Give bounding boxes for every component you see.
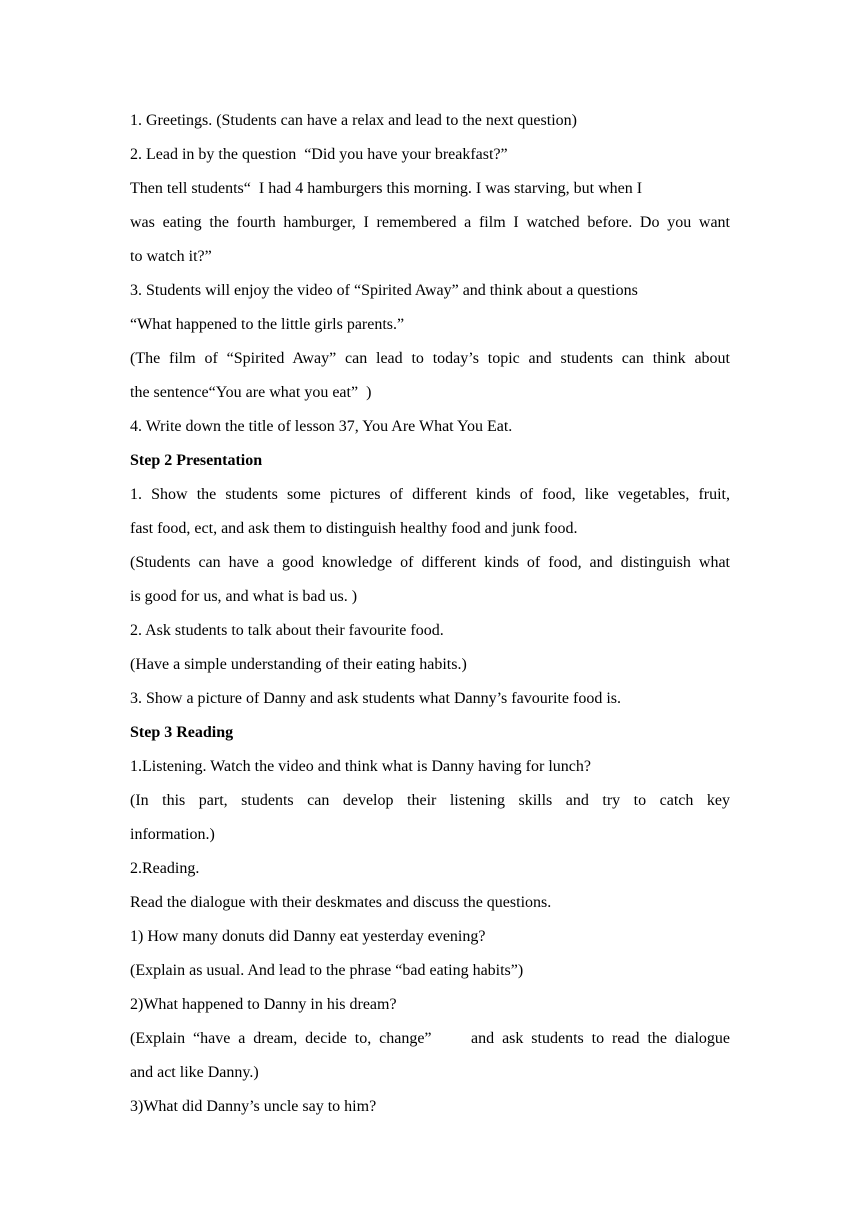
text-line: (Explain “have a dream, decide to, change” and ask students to read the dialogue [130, 1030, 730, 1047]
text-line: (Students can have a good knowledge of different kinds of food, and distinguish what [130, 554, 730, 571]
text-line: 2)What happened to Danny in his dream? [130, 996, 397, 1013]
text-line: Then tell students“ I had 4 hamburgers this morning. I was starving, but when I [130, 180, 643, 197]
text-line: the sentence“You are what you eat” ) [130, 384, 372, 401]
section-heading: Step 2 Presentation [130, 452, 263, 469]
text-line: “What happened to the little girls parents.” [130, 316, 405, 333]
text-line: 1. Greetings. (Students can have a relax and lead to the next question) [130, 112, 577, 129]
text-line: and act like Danny.) [130, 1064, 259, 1081]
text-line: (The film of “Spirited Away” can lead to today’s topic and students can think about [130, 350, 730, 367]
text-line: 3. Show a picture of Danny and ask students what Danny’s favourite food is. [130, 690, 622, 707]
section-heading: Step 3 Reading [130, 724, 234, 741]
text-line: Read the dialogue with their deskmates and discuss the questions. [130, 894, 552, 911]
text-line: fast food, ect, and ask them to distinguish healthy food and junk food. [130, 520, 578, 537]
document-page [130, 104, 730, 1124]
text-line: 1) How many donuts did Danny eat yesterday evening? [130, 928, 486, 945]
text-line: (In this part, students can develop their listening skills and try to catch key [130, 792, 730, 809]
text-line: 1. Show the students some pictures of different kinds of food, like vegetables, fruit, [130, 486, 730, 503]
text-line: 4. Write down the title of lesson 37, You Are What You Eat. [130, 418, 513, 435]
text-line: to watch it?” [130, 248, 212, 265]
text-line: 1.Listening. Watch the video and think what is Danny having for lunch? [130, 758, 591, 775]
text-line: information.) [130, 826, 215, 843]
text-line: 3. Students will enjoy the video of “Spirited Away” and think about a questions [130, 282, 638, 299]
text-line: 2.Reading. [130, 860, 200, 877]
text-line: 3)What did Danny’s uncle say to him? [130, 1098, 377, 1115]
text-line: was eating the fourth hamburger, I remembered a film I watched before. Do you want [130, 214, 730, 231]
text-line: is good for us, and what is bad us. ) [130, 588, 358, 605]
text-line: 2. Lead in by the question “Did you have your breakfast?” [130, 146, 508, 163]
text-line: (Explain as usual. And lead to the phrase “bad eating habits”) [130, 962, 524, 979]
text-line: 2. Ask students to talk about their favourite food. [130, 622, 444, 639]
text-line: (Have a simple understanding of their eating habits.) [130, 656, 467, 673]
